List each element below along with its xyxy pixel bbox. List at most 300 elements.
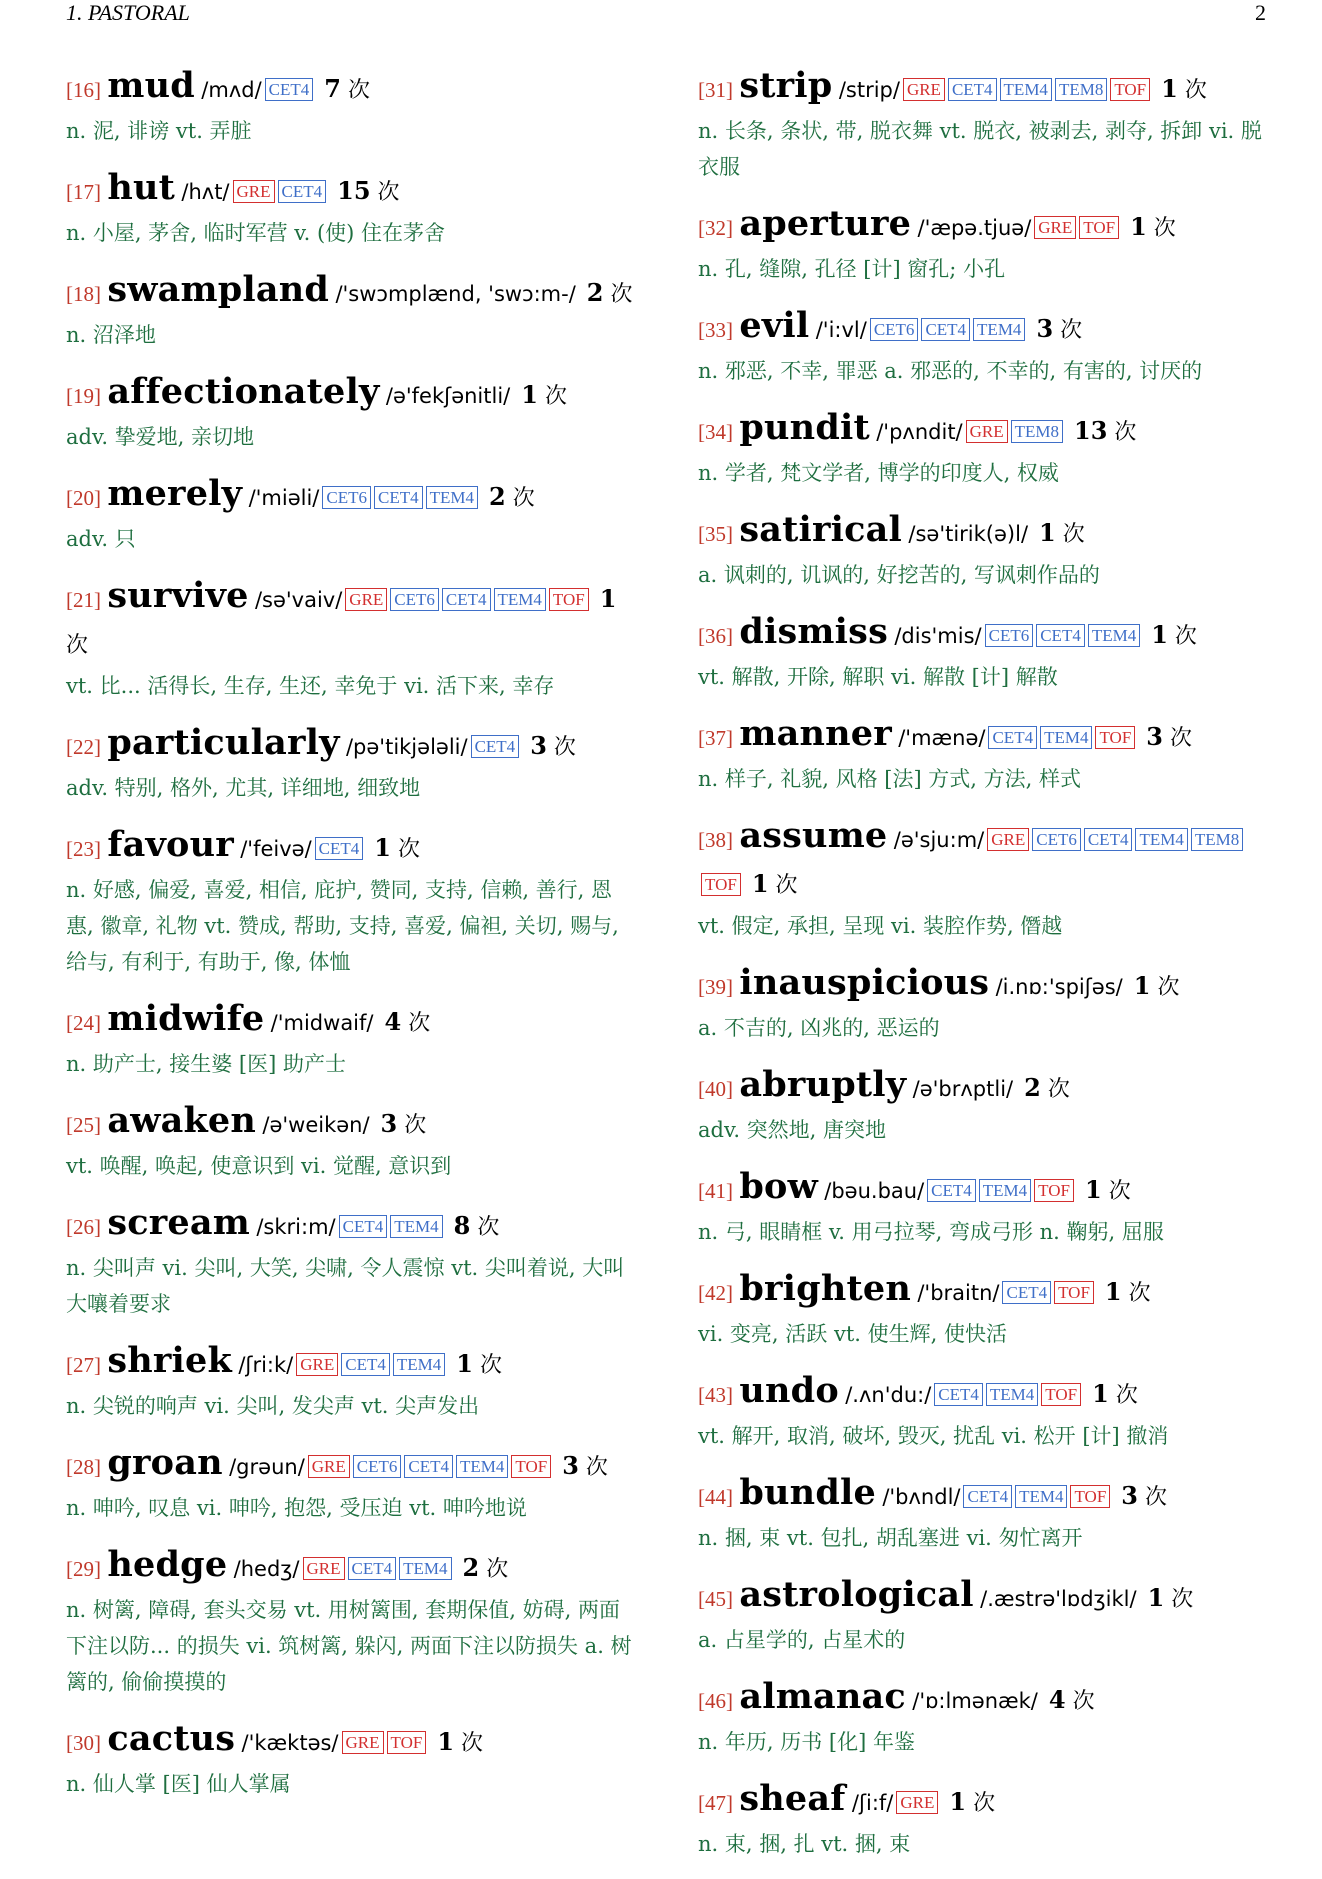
pronunciation: /'swɔmplænd, 'swɔ:m-/ [335, 282, 576, 306]
frequency-unit: 次 [66, 633, 89, 658]
exam-tag-badge: GRE [896, 1791, 938, 1814]
frequency-count [1017, 1073, 1070, 1102]
entry-definition: n. 长条, 条状, 带, 脱衣舞 vt. 脱衣, 被剥去, 剥夺, 拆卸 vi. 脱衣服 [698, 119, 1262, 179]
entry-headline [698, 1471, 1278, 1520]
frequency-number: 1 [374, 833, 391, 862]
exam-tag-badge: TOF [549, 588, 589, 611]
vocab-entry [698, 1267, 1278, 1352]
frequency-unit: 次 [1184, 78, 1207, 103]
frequency-number: 1 [521, 380, 538, 409]
headword: merely [107, 473, 243, 514]
entry-index: [38] [698, 828, 733, 852]
frequency-unit: 次 [377, 180, 400, 205]
exam-tag-badge: GRE [342, 1731, 384, 1754]
headword: pundit [739, 407, 870, 448]
entry-index: [37] [698, 726, 733, 750]
pronunciation: /'midwaif/ [270, 1011, 374, 1035]
exam-tag-badge: TOF [701, 873, 741, 896]
headword: awaken [107, 1100, 257, 1141]
frequency-unit: 次 [553, 735, 576, 760]
headword: scream [107, 1202, 250, 1243]
exam-tag-badge: CET6 [353, 1455, 402, 1478]
pronunciation: /bəu.bau/ [824, 1179, 925, 1203]
frequency-unit: 次 [973, 1791, 996, 1816]
pronunciation: /'pʌndit/ [876, 420, 963, 444]
exam-tag-badge: GRE [296, 1353, 338, 1376]
frequency-number: 4 [384, 1007, 402, 1036]
entry-definition: vt. 解开, 取消, 破坏, 毁灭, 扰乱 vi. 松开 [计] 撤消 [698, 1424, 1169, 1448]
vocab-entry [698, 1573, 1278, 1658]
entry-definition: n. 孔, 缝隙, 孔径 [计] 窗孔; 小孔 [698, 257, 1006, 281]
exam-tag-badge: TOF [511, 1455, 551, 1478]
entry-headline [698, 1165, 1278, 1214]
exam-tag-badge: TOF [1054, 1281, 1094, 1304]
entry-headline [698, 961, 1278, 1010]
vocab-entry [66, 166, 638, 251]
headword: shriek [107, 1340, 232, 1381]
headword: assume [739, 815, 888, 856]
headword: favour [107, 824, 234, 865]
page-number: 2 [1255, 0, 1266, 25]
frequency-number: 1 [1133, 971, 1151, 1000]
frequency-number: 1 [1161, 74, 1178, 103]
frequency-unit: 次 [1114, 420, 1137, 445]
exam-tag-badge: TEM4 [973, 318, 1025, 341]
exam-tag-badge: CET4 [934, 1383, 983, 1406]
headword: dismiss [739, 611, 888, 652]
entry-definition: vi. 变亮, 活跃 vt. 使生辉, 使快活 [698, 1322, 1007, 1346]
vocab-entry [66, 64, 638, 149]
entry-definition: n. 沼泽地 [66, 323, 156, 347]
exam-tag-badge: CET4 [471, 735, 520, 758]
frequency-number: 13 [1074, 416, 1108, 445]
pronunciation: /'miəli/ [248, 486, 320, 510]
entry-index: [21] [66, 588, 101, 612]
pronunciation: /i.nɒ:'spiʃəs/ [995, 975, 1123, 999]
frequency-number: 1 [1104, 1277, 1122, 1306]
pronunciation: /strip/ [838, 78, 900, 102]
entry-index: [33] [698, 318, 733, 342]
vocab-entry [66, 1099, 638, 1184]
entry-headline [66, 370, 638, 419]
frequency-unit: 次 [544, 384, 567, 409]
frequency-count [555, 1451, 608, 1480]
entry-index: [24] [66, 1011, 101, 1035]
exam-tag-badge: TOF [1034, 1179, 1074, 1202]
entry-headline [66, 1099, 638, 1148]
exam-tag-badge: GRE [308, 1455, 350, 1478]
vocab-entry [698, 961, 1278, 1046]
entry-index: [30] [66, 1731, 101, 1755]
frequency-count [1123, 212, 1176, 241]
entry-headline [66, 1201, 638, 1250]
entry-definition: vt. 唤醒, 唤起, 使意识到 vi. 觉醒, 意识到 [66, 1154, 452, 1178]
frequency-number: 4 [1048, 1685, 1066, 1714]
exam-tag-badge: CET4 [315, 837, 364, 860]
frequency-count [580, 278, 633, 307]
vocab-entry [698, 1777, 1278, 1862]
headword: groan [107, 1442, 223, 1483]
vocab-entry [698, 508, 1278, 593]
frequency-count [523, 731, 576, 760]
entry-index: [40] [698, 1077, 733, 1101]
entry-headline [698, 508, 1278, 557]
frequency-count [1029, 314, 1083, 343]
vocab-entry [698, 712, 1278, 797]
entry-headline [698, 304, 1278, 353]
frequency-unit: 次 [1169, 726, 1192, 751]
headword: particularly [107, 722, 340, 763]
entry-headline [698, 1675, 1278, 1724]
frequency-unit: 次 [1047, 1077, 1070, 1102]
entry-index: [22] [66, 735, 101, 759]
exam-tag-badge: CET4 [374, 486, 423, 509]
entry-headline [66, 823, 638, 872]
entry-definition: n. 尖叫声 vi. 尖叫, 大笑, 尖啸, 令人震惊 vt. 尖叫着说, 大叫大嚷着要求 [66, 1256, 625, 1316]
exam-tag-badge: CET4 [948, 78, 997, 101]
frequency-number: 3 [562, 1451, 579, 1480]
entry-headline [66, 1339, 638, 1388]
frequency-count [1067, 416, 1137, 445]
exam-tag-badge: TOF [1079, 216, 1119, 239]
exam-tag-badge: TEM4 [1135, 828, 1187, 851]
exam-tag-badge: CET4 [1084, 828, 1133, 851]
vocab-entry [66, 997, 638, 1082]
entry-definition: adv. 只 [66, 527, 136, 551]
exam-tag-badge: CET4 [988, 726, 1037, 749]
exam-tag-badge: TOF [387, 1731, 427, 1754]
frequency-number: 1 [437, 1727, 455, 1756]
vocab-entry [66, 1543, 638, 1700]
vocab-entry [698, 1165, 1278, 1250]
vocab-entry [698, 406, 1278, 491]
entry-index: [47] [698, 1791, 733, 1815]
entry-definition: n. 尖锐的响声 vi. 尖叫, 发尖声 vt. 尖声发出 [66, 1394, 480, 1418]
vocab-entry [698, 1471, 1278, 1556]
frequency-count [378, 1007, 431, 1036]
vocab-entry [66, 1201, 638, 1322]
headword: satirical [739, 509, 903, 550]
entry-index: [19] [66, 384, 101, 408]
entry-definition: n. 助产士, 接生婆 [医] 助产士 [66, 1052, 346, 1076]
frequency-unit: 次 [1115, 1383, 1138, 1408]
frequency-unit: 次 [1108, 1179, 1131, 1204]
exam-tag-badge: CET4 [339, 1215, 388, 1238]
headword: abruptly [739, 1064, 907, 1105]
frequency-unit: 次 [479, 1353, 502, 1378]
exam-tag-badge: CET6 [985, 624, 1034, 647]
exam-tag-badge: CET6 [322, 486, 371, 509]
pronunciation: /.ʌn'du:/ [845, 1383, 932, 1407]
pronunciation: /skri:m/ [256, 1215, 336, 1239]
headword: hut [107, 167, 176, 208]
exam-tag-badge: CET4 [963, 1485, 1012, 1508]
entry-index: [16] [66, 78, 101, 102]
frequency-unit: 次 [585, 1455, 608, 1480]
exam-tag-badge: CET4 [927, 1179, 976, 1202]
headword: brighten [739, 1268, 911, 1309]
entry-definition: a. 占星学的, 占星术的 [698, 1628, 906, 1652]
frequency-unit: 次 [512, 486, 535, 511]
entry-index: [34] [698, 420, 733, 444]
entry-definition: n. 捆, 束 vt. 包扎, 胡乱塞进 vi. 匆忙离开 [698, 1526, 1083, 1550]
entry-headline [698, 1369, 1278, 1418]
headword: survive [107, 575, 249, 616]
exam-tag-badge: TEM4 [399, 1557, 451, 1580]
frequency-number: 1 [1147, 1583, 1165, 1612]
vocab-entry [698, 304, 1278, 389]
frequency-count [1154, 74, 1207, 103]
headword: bundle [739, 1472, 876, 1513]
entry-headline [698, 712, 1278, 761]
frequency-number: 8 [453, 1211, 471, 1240]
pronunciation: /ʃri:k/ [238, 1353, 294, 1377]
headword: sheaf [739, 1778, 846, 1819]
entry-definition: n. 小屋, 茅舍, 临时军营 v. (使) 住在茅舍 [66, 221, 446, 245]
exam-tag-badge: TOF [1095, 726, 1135, 749]
frequency-count [1114, 1481, 1168, 1510]
vocab-entry [66, 370, 638, 455]
frequency-number: 1 [1151, 620, 1168, 649]
exam-tag-badge: TEM4 [393, 1353, 445, 1376]
frequency-number: 2 [488, 482, 506, 511]
frequency-count [942, 1787, 996, 1816]
pronunciation: /'mænə/ [898, 726, 986, 750]
pronunciation: /sə'tirik(ə)l/ [908, 522, 1029, 546]
entry-definition: n. 学者, 梵文学者, 博学的印度人, 权威 [698, 461, 1059, 485]
entry-definition: vt. 假定, 承担, 呈现 vi. 装腔作势, 僭越 [698, 914, 1063, 938]
frequency-count [514, 380, 567, 409]
vocab-entry [66, 823, 638, 980]
frequency-number: 1 [751, 869, 769, 898]
vocab-entry [698, 610, 1278, 695]
entry-headline [698, 202, 1278, 251]
entry-index: [43] [698, 1383, 733, 1407]
frequency-unit: 次 [1128, 1281, 1151, 1306]
frequency-count [1085, 1379, 1138, 1408]
frequency-unit: 次 [347, 78, 370, 103]
pronunciation: /pə'tikjələli/ [345, 735, 468, 759]
frequency-count [456, 1553, 509, 1582]
entry-definition: n. 样子, 礼貌, 风格 [法] 方式, 方法, 样式 [698, 767, 1082, 791]
pronunciation: /'bʌndl/ [882, 1485, 961, 1509]
entry-index: [45] [698, 1587, 733, 1611]
exam-tag-badge: TEM4 [390, 1215, 442, 1238]
pronunciation: /ə'weikən/ [262, 1113, 370, 1137]
exam-tag-badge: CET4 [278, 180, 327, 203]
entry-headline [698, 406, 1278, 455]
pronunciation: /'ɒ:lmənæk/ [912, 1689, 1038, 1713]
entry-definition: a. 讽刺的, 讥讽的, 好挖苦的, 写讽刺作品的 [698, 563, 1100, 587]
exam-tag-badge: CET4 [265, 78, 314, 101]
vocab-entry [698, 1369, 1278, 1454]
exam-tag-badge: CET4 [1002, 1281, 1051, 1304]
pronunciation: /ə'brʌptli/ [912, 1077, 1014, 1101]
frequency-unit: 次 [461, 1731, 484, 1756]
exam-tag-badge: CET4 [404, 1455, 453, 1478]
entry-index: [29] [66, 1557, 101, 1581]
entry-definition: vt. 比... 活得长, 生存, 生还, 幸免于 vi. 活下来, 幸存 [66, 674, 555, 698]
entry-headline [698, 1267, 1278, 1316]
frequency-unit: 次 [408, 1011, 431, 1036]
entry-headline [66, 1543, 638, 1592]
frequency-number: 7 [324, 74, 341, 103]
frequency-count [1139, 722, 1192, 751]
entry-headline [698, 1063, 1278, 1112]
frequency-count [745, 869, 798, 898]
headword: midwife [107, 998, 265, 1039]
frequency-number: 1 [456, 1349, 473, 1378]
vocab-entry [66, 574, 638, 704]
entry-index: [32] [698, 216, 733, 240]
entry-definition: adv. 挚爱地, 亲切地 [66, 425, 255, 449]
headword: undo [739, 1370, 839, 1411]
exam-tag-badge: CET6 [870, 318, 919, 341]
frequency-count [317, 74, 370, 103]
vocab-entry [66, 472, 638, 557]
pronunciation: /hʌt/ [181, 180, 230, 204]
entry-definition: n. 仙人掌 [医] 仙人掌属 [66, 1772, 291, 1796]
pronunciation: /.æstrə'lɒdʒikl/ [980, 1587, 1137, 1611]
frequency-count [449, 1349, 502, 1378]
vocab-entry [698, 64, 1278, 185]
vocab-entry [66, 268, 638, 353]
exam-tag-badge: GRE [966, 420, 1008, 443]
entry-headline [698, 610, 1278, 659]
exam-tag-badge: TEM4 [1040, 726, 1092, 749]
running-header-title: 1. PASTORAL [66, 0, 190, 25]
frequency-number: 15 [337, 176, 371, 205]
frequency-unit: 次 [610, 282, 633, 307]
vocab-entry [698, 814, 1278, 944]
entry-definition: n. 束, 捆, 扎 vt. 捆, 束 [698, 1832, 911, 1856]
pronunciation: /hedʒ/ [233, 1557, 300, 1581]
headword: evil [739, 305, 810, 346]
headword: mud [107, 65, 195, 106]
exam-tag-badge: GRE [987, 828, 1029, 851]
frequency-count [1141, 1583, 1194, 1612]
vocab-entry [698, 1063, 1278, 1148]
entry-index: [28] [66, 1455, 101, 1479]
frequency-number: 3 [1036, 314, 1054, 343]
frequency-count [367, 833, 420, 862]
frequency-unit: 次 [1171, 1587, 1194, 1612]
frequency-count [1098, 1277, 1151, 1306]
headword: affectionately [107, 371, 380, 412]
left-column [66, 64, 638, 1819]
frequency-unit: 次 [1153, 216, 1176, 241]
entry-headline [66, 574, 638, 668]
headword: manner [739, 713, 892, 754]
frequency-number: 1 [1084, 1175, 1102, 1204]
entry-index: [41] [698, 1179, 733, 1203]
exam-tag-badge: CET6 [1032, 828, 1081, 851]
headword: inauspicious [739, 962, 990, 1003]
exam-tag-badge: TEM4 [494, 588, 546, 611]
headword: cactus [107, 1718, 236, 1759]
exam-tag-badge: TEM8 [1055, 78, 1107, 101]
exam-tag-badge: TEM8 [1191, 828, 1243, 851]
exam-tag-badge: GRE [1034, 216, 1076, 239]
frequency-number: 3 [1146, 722, 1163, 751]
frequency-number: 2 [462, 1553, 480, 1582]
frequency-count [1078, 1175, 1131, 1204]
exam-tag-badge: TEM4 [1015, 1485, 1067, 1508]
frequency-count [1144, 620, 1197, 649]
headword: swampland [107, 269, 330, 310]
exam-tag-badge: GRE [303, 1557, 345, 1580]
entry-definition: n. 好感, 偏爱, 喜爱, 相信, 庇护, 赞同, 支持, 信赖, 善行, 恩惠, 徽章, 礼物 vt. 赞成, 帮助, 支持, 喜爱, 偏袒, 关切, 赐与, 给与, 有利于, 有助于, 像, 体恤 [66, 878, 619, 974]
frequency-unit: 次 [1174, 624, 1197, 649]
entry-headline [66, 1717, 638, 1766]
entry-headline [66, 1441, 638, 1490]
entry-index: [39] [698, 975, 733, 999]
frequency-number: 3 [530, 731, 547, 760]
frequency-unit: 次 [1145, 1485, 1168, 1510]
exam-tag-badge: TOF [1070, 1485, 1110, 1508]
entry-definition: n. 呻吟, 叹息 vi. 呻吟, 抱怨, 受压迫 vt. 呻吟地说 [66, 1496, 527, 1520]
exam-tag-badge: TOF [1110, 78, 1150, 101]
vocab-entry [66, 721, 638, 806]
entry-headline [698, 1573, 1278, 1622]
headword: almanac [739, 1676, 906, 1717]
exam-tag-badge: TEM4 [456, 1455, 508, 1478]
frequency-number: 1 [1039, 518, 1056, 547]
entry-headline [66, 166, 638, 215]
pronunciation: /'æpə.tjuə/ [917, 216, 1032, 240]
entry-index: [26] [66, 1215, 101, 1239]
entry-definition: n. 年历, 历书 [化] 年鉴 [698, 1730, 915, 1754]
frequency-number: 1 [949, 1787, 967, 1816]
frequency-unit: 次 [1072, 1689, 1095, 1714]
frequency-count [1032, 518, 1085, 547]
pronunciation: /'feivə/ [240, 837, 312, 861]
entry-index: [36] [698, 624, 733, 648]
pronunciation: /mʌd/ [201, 78, 262, 102]
frequency-count [447, 1211, 500, 1240]
vocab-entry [66, 1717, 638, 1802]
entry-index: [42] [698, 1281, 733, 1305]
exam-tag-badge: TOF [1041, 1383, 1081, 1406]
exam-tag-badge: CET6 [390, 588, 439, 611]
frequency-unit: 次 [1062, 522, 1085, 547]
frequency-number: 2 [1024, 1073, 1041, 1102]
exam-tag-badge: GRE [233, 180, 275, 203]
headword: astrological [739, 1574, 974, 1615]
frequency-unit: 次 [404, 1113, 427, 1138]
headword: strip [739, 65, 833, 106]
pronunciation: /'braitn/ [917, 1281, 1000, 1305]
entry-headline [66, 64, 638, 113]
frequency-unit: 次 [486, 1557, 509, 1582]
pronunciation: /ʃi:f/ [851, 1791, 894, 1815]
entry-definition: adv. 突然地, 唐突地 [698, 1118, 887, 1142]
pronunciation: /'i:vl/ [815, 318, 867, 342]
entry-headline [698, 64, 1278, 113]
pronunciation: /sə'vaiv/ [254, 588, 343, 612]
exam-tag-badge: CET4 [341, 1353, 390, 1376]
entry-definition: n. 树篱, 障碍, 套头交易 vt. 用树篱围, 套期保值, 妨碍, 两面下注以防... 的损失 vi. 筑树篱, 躲闪, 两面下注以防损失 a. 树篱的, 偷偷摸摸的 [66, 1598, 632, 1694]
headword: hedge [107, 1544, 228, 1585]
entry-headline [66, 721, 638, 770]
exam-tag-badge: TEM4 [426, 486, 478, 509]
entry-index: [44] [698, 1485, 733, 1509]
exam-tag-badge: TEM4 [979, 1179, 1031, 1202]
exam-tag-badge: GRE [345, 588, 387, 611]
frequency-count [1127, 971, 1180, 1000]
frequency-number: 3 [380, 1109, 398, 1138]
vocab-entry [698, 1675, 1278, 1760]
